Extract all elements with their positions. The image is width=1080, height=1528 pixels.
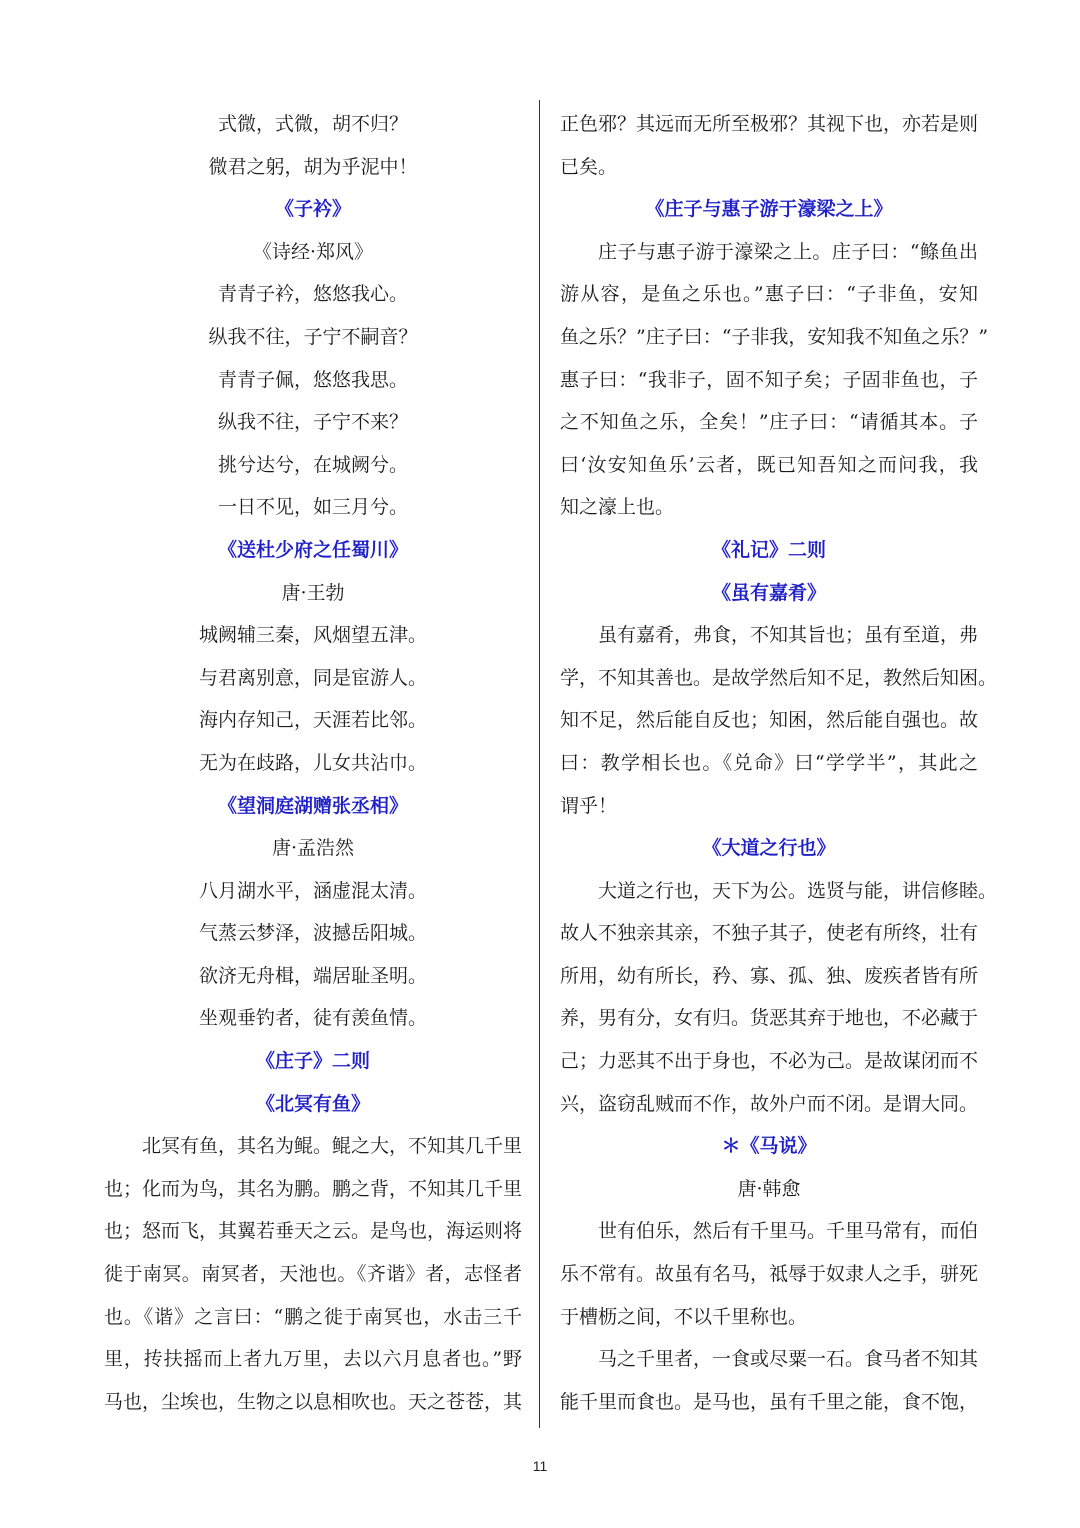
- prose-line: 己；力恶其不出于身也，不必为己。是故谋闭而不: [560, 1050, 979, 1073]
- poem-line: 一日不见，如三月兮。: [217, 496, 408, 519]
- prose-paragraph: [104, 1125, 522, 1423]
- prose-paragraph: [560, 231, 989, 529]
- prose-line: 虽有嘉肴，弗食，不知其旨也；虽有至道，弗: [598, 624, 979, 647]
- poem-title: 《望洞庭湖赠张丞相》: [217, 794, 408, 817]
- poem-line: 欲济无舟楫，端居耻圣明。: [198, 964, 427, 987]
- poem-line: 微君之躬，胡为乎泥中！: [208, 155, 418, 178]
- prose-line: 也；化而为鸟，其名为鹏。鹏之背，不知其几千里: [104, 1177, 523, 1200]
- poem-line: 海内存知己，天涯若比邻。: [198, 709, 427, 732]
- poem-line: 青青子佩，悠悠我思。: [217, 368, 408, 391]
- prose-line: 正色邪？其远而无所至极邪？其视下也，亦若是则: [560, 113, 979, 135]
- section-heading: 《礼记》二则: [711, 538, 826, 561]
- left-column: [104, 103, 522, 1423]
- poem-title: 《送杜少府之任蜀川》: [217, 538, 408, 561]
- prose-line: 马之千里者，一食或尽粟一石。食马者不知其: [598, 1348, 979, 1371]
- text-title: 《庄子与惠子游于濠梁之上》: [645, 198, 893, 221]
- poem-source: 《诗经·郑风》: [252, 240, 374, 263]
- prose-line: 于槽枥之间，不以千里称也。: [560, 1305, 808, 1328]
- poem-author: 唐·王勃: [281, 581, 345, 604]
- poem-title: 《子衿》: [274, 198, 351, 221]
- prose-line: 徙于南冥。南冥者，天池也。《齐谐》者，志怪者: [104, 1263, 522, 1286]
- prose-line: 大道之行也，天下为公。选贤与能，讲信修睦。: [598, 879, 998, 902]
- prose-paragraph: [560, 870, 998, 1126]
- prose-line: 所用，幼有所长，矜、寡、孤、独、废疾者皆有所: [560, 964, 979, 987]
- prose-line: 谓乎！: [560, 794, 618, 817]
- prose-line: 曰‘汝安知鱼乐’云者，既已知吾知之而问我，我: [560, 453, 978, 476]
- text-author: 唐·韩愈: [737, 1177, 801, 1200]
- prose-line: 学，不知其善也。是故学然后知不足，教然后知困。: [560, 666, 998, 689]
- prose-line: 之不知鱼之乐，全矣！”庄子曰：“请循其本。子: [560, 411, 978, 434]
- poem-line: 气蒸云梦泽，波撼岳阳城。: [198, 922, 427, 945]
- poem-line: 八月湖水平，涵虚混太清。: [198, 879, 427, 902]
- page-number: 11: [532, 1458, 548, 1474]
- text-title: 《大道之行也》: [702, 837, 836, 860]
- prose-line: 故人不独亲其亲，不独子其子，使老有所终，壮有: [560, 922, 979, 945]
- prose-paragraph: [560, 614, 998, 827]
- prose-line: 也。《谐》之言曰：“鹏之徙于南冥也，水击三千: [104, 1305, 522, 1328]
- poem-line: 青青子衿，悠悠我心。: [217, 283, 408, 306]
- prose-line: 也；怒而飞，其翼若垂天之云。是鸟也，海运则将: [104, 1220, 523, 1243]
- prose-paragraph: [560, 103, 978, 188]
- prose-line: 养，男有分，女有归。货恶其弃于地也，不必藏于: [560, 1007, 979, 1030]
- prose-paragraph: [560, 1210, 978, 1338]
- prose-line: 知不足，然后能自反也；知困，然后能自强也。故: [560, 709, 979, 732]
- poem-line: 城阙辅三秦，风烟望五津。: [198, 624, 427, 647]
- poem-author: 唐·孟浩然: [271, 837, 355, 860]
- poem-line: 式微，式微，胡不归？: [217, 113, 408, 135]
- prose-line: 鱼之乐？”庄子曰：“子非我，安知我不知鱼之乐？”: [560, 325, 989, 348]
- section-heading: 《庄子》二则: [255, 1050, 370, 1073]
- text-title: ＊《马说》: [721, 1135, 817, 1158]
- prose-line: 世有伯乐，然后有千里马。千里马常有，而伯: [598, 1220, 979, 1243]
- prose-line: 兴，盗窃乱贼而不作，故外户而不闭。是谓大同。: [560, 1092, 979, 1115]
- prose-paragraph: [560, 1338, 978, 1423]
- poem-line: 与君离别意，同是宦游人。: [198, 666, 427, 689]
- right-column: [560, 103, 998, 1423]
- prose-line: 里，抟扶摇而上者九万里，去以六月息者也。”野: [104, 1348, 522, 1371]
- prose-line: 已矣。: [560, 155, 618, 178]
- poem-line: 纵我不往，子宁不嗣音？: [208, 325, 418, 348]
- poem-line: 坐观垂钓者，徒有羡鱼情。: [198, 1007, 427, 1030]
- prose-line: 庄子与惠子游于濠梁之上。庄子曰：“鲦鱼出: [598, 240, 978, 263]
- poem-line: 挑兮达兮，在城阙兮。: [217, 453, 408, 476]
- poem-line: 无为在歧路，儿女共沾巾。: [198, 751, 427, 774]
- prose-line: 北冥有鱼，其名为鲲。鲲之大，不知其几千里: [142, 1135, 523, 1158]
- prose-line: 惠子曰：“我非子，固不知子矣；子固非鱼也，子: [560, 368, 978, 391]
- prose-line: 乐不常有。故虽有名马，祗辱于奴隶人之手，骈死: [560, 1263, 979, 1286]
- prose-line: 能千里而食也。是马也，虽有千里之能，食不饱，: [560, 1390, 979, 1413]
- text-title: 《北冥有鱼》: [255, 1092, 370, 1115]
- text-title: 《虽有嘉肴》: [711, 581, 826, 604]
- poem-line: 纵我不往，子宁不来？: [217, 411, 408, 434]
- prose-line: 马也，尘埃也，生物之以息相吹也。天之苍苍，其: [104, 1390, 523, 1413]
- prose-line: 曰：教学相长也。《兑命》曰“学学半”，其此之: [560, 751, 978, 774]
- prose-line: 知之濠上也。: [560, 496, 675, 519]
- column-divider: [539, 100, 540, 1428]
- prose-line: 游从容，是鱼之乐也。”惠子曰：“子非鱼，安知: [560, 283, 978, 306]
